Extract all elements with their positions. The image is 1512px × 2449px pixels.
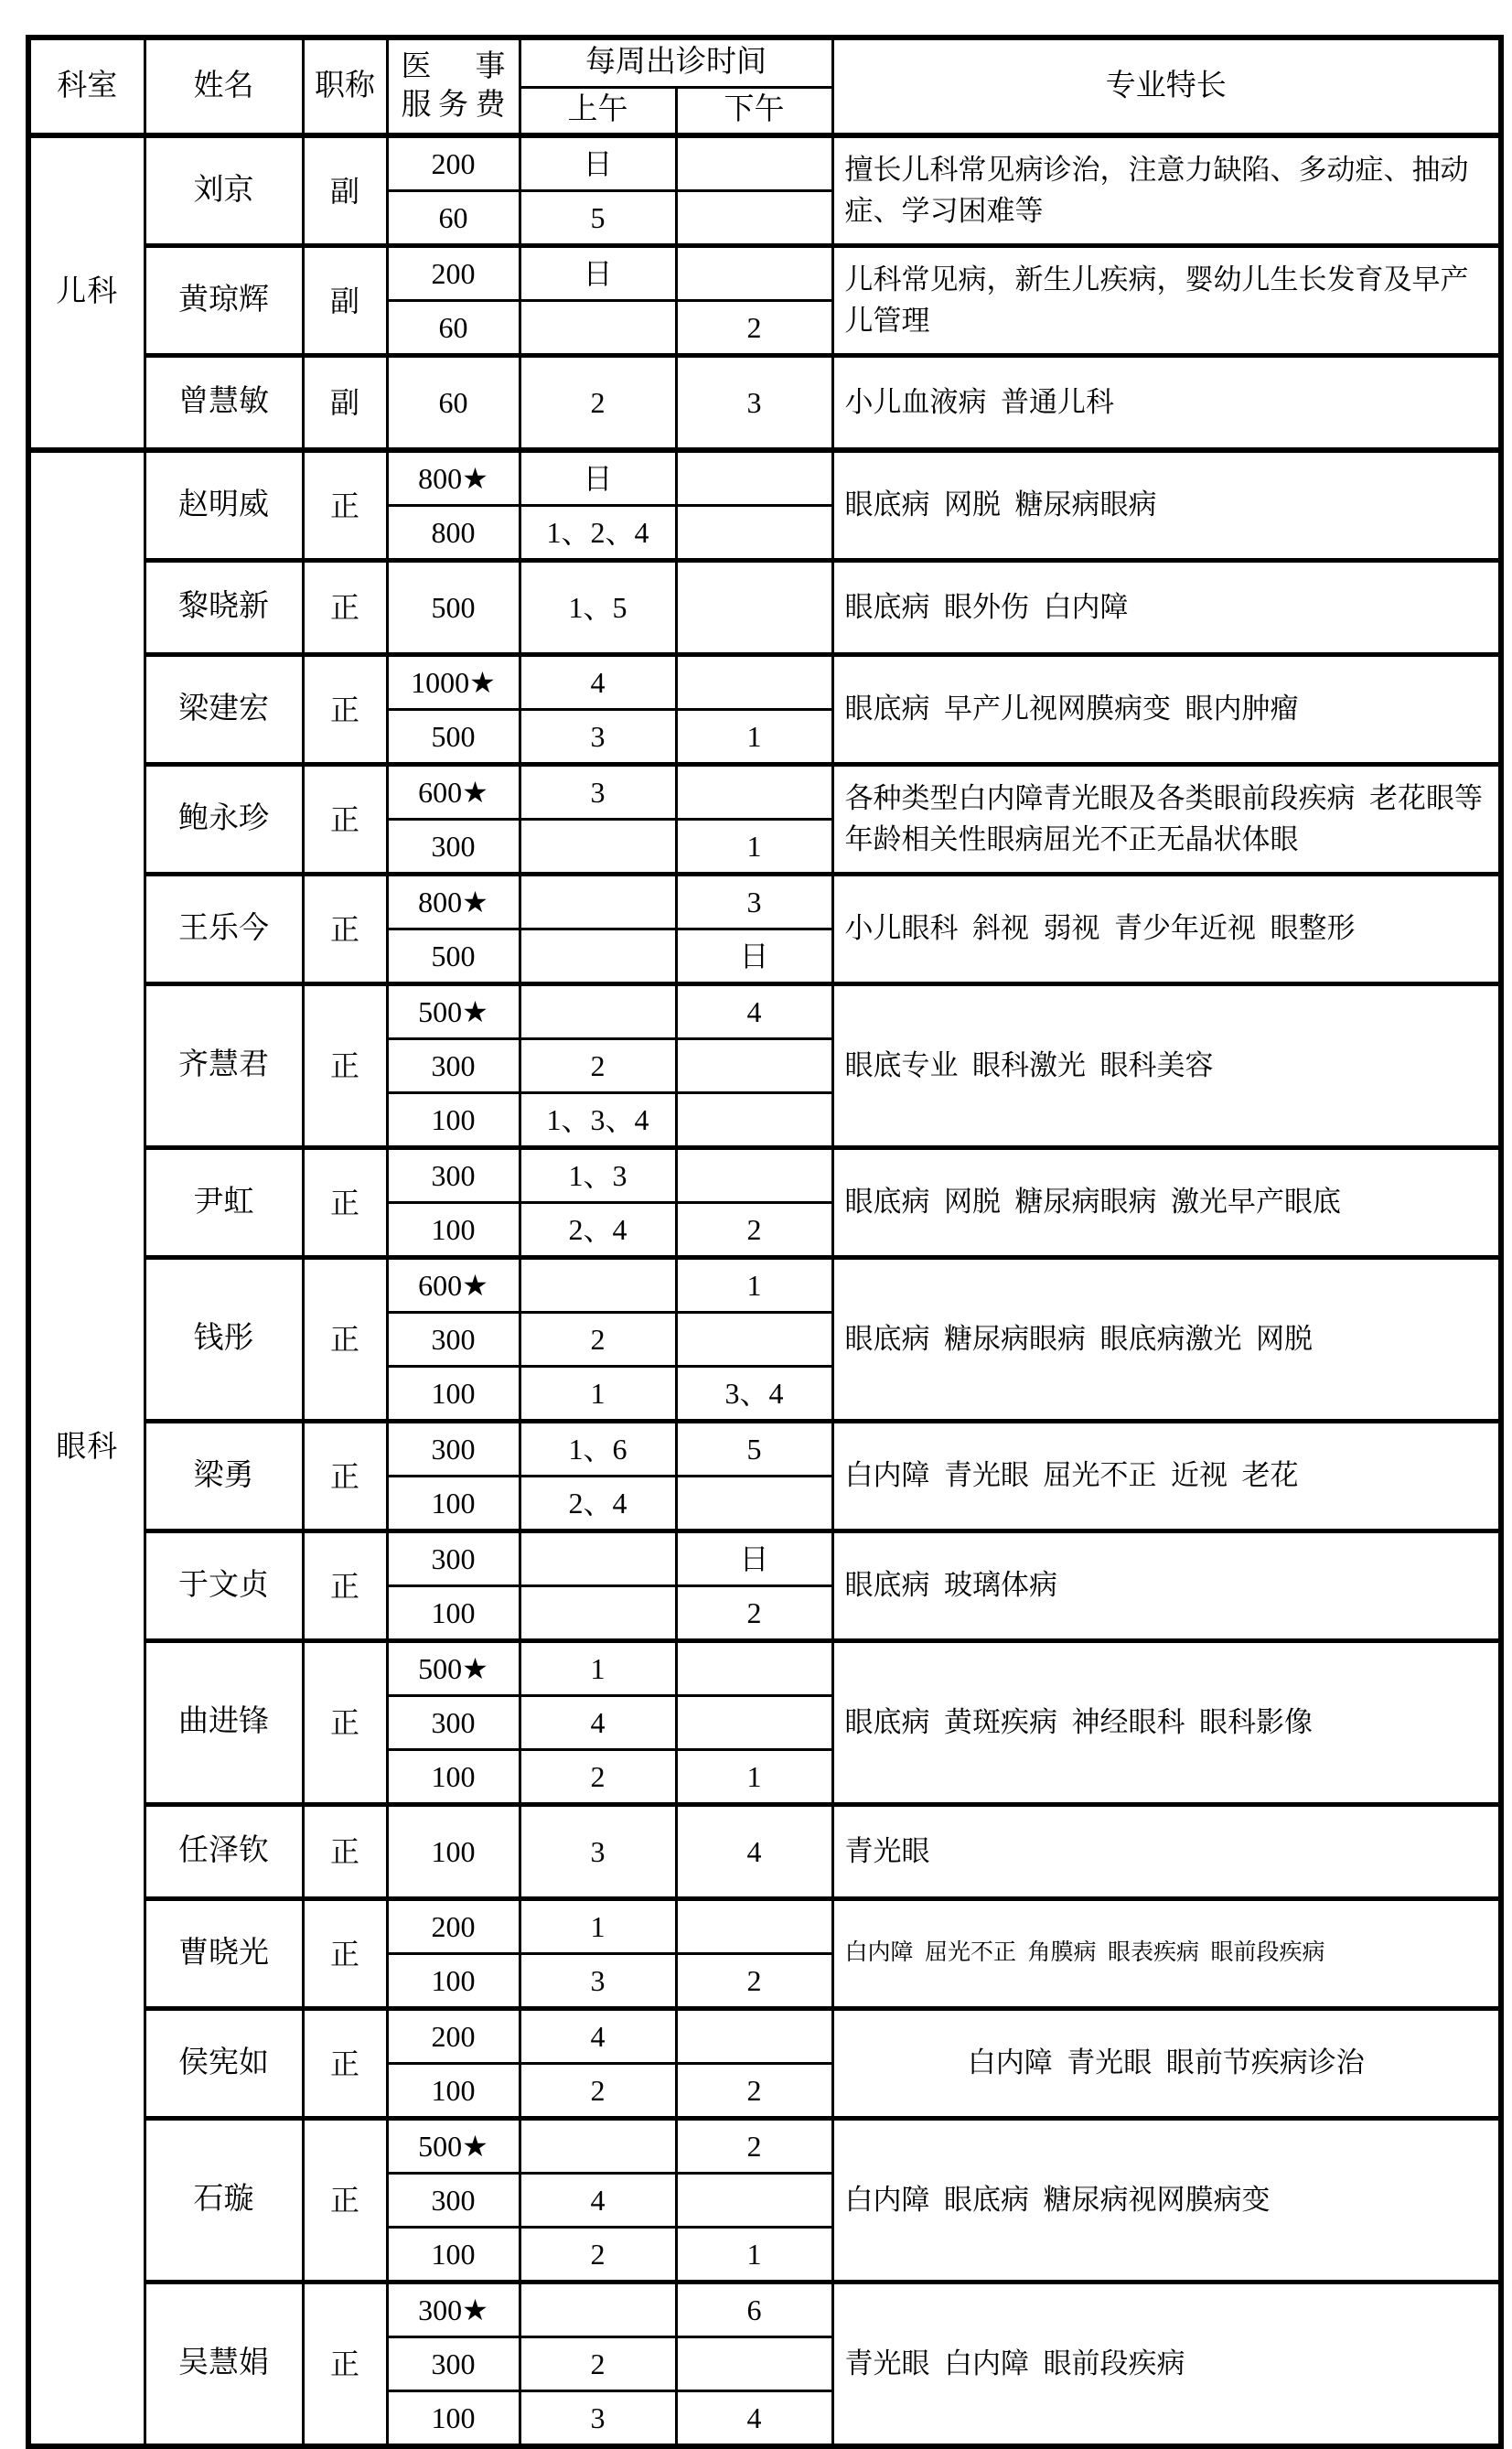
table-row: [28, 561, 1501, 655]
fee-cell: 60: [387, 301, 520, 356]
am-cell: 1: [520, 1367, 676, 1422]
pm-cell: 2: [676, 2064, 832, 2119]
pm-cell: [676, 1148, 832, 1203]
pm-cell: 6: [676, 2283, 832, 2337]
table-row: [28, 135, 1501, 191]
fee-cell: 300: [387, 1696, 520, 1750]
doctor-title-cell: 正: [303, 1899, 387, 2009]
header-schedule: 每周出诊时间: [520, 38, 832, 88]
fee-cell: 500★: [387, 2119, 520, 2174]
am-cell: 4: [520, 1696, 676, 1750]
doctor-name-cell: 黄琼辉: [145, 246, 303, 356]
am-cell: 2: [520, 1039, 676, 1093]
fee-cell: 300★: [387, 2283, 520, 2337]
doctor-name-cell: 于文贞: [145, 1531, 303, 1641]
header-am: 上午: [520, 88, 676, 136]
doctor-name-cell: 齐慧君: [145, 984, 303, 1148]
fee-cell: 300: [387, 1039, 520, 1093]
doctor-name-cell: 吴慧娟: [145, 2283, 303, 2447]
am-cell: 2: [520, 2228, 676, 2283]
pm-cell: [676, 2174, 832, 2228]
am-cell: [520, 1586, 676, 1641]
specialty-cell: 白内障 屈光不正 角膜病 眼表疾病 眼前段疾病: [832, 1899, 1501, 2009]
pm-cell: 日: [676, 1531, 832, 1586]
doctor-name-cell: 梁勇: [145, 1422, 303, 1531]
pm-cell: [676, 1477, 832, 1531]
am-cell: [520, 984, 676, 1039]
header-fee-line1: 医 事: [401, 50, 506, 84]
pm-cell: 2: [676, 2119, 832, 2174]
fee-cell: 60: [387, 191, 520, 246]
doctor-schedule-table: [26, 35, 1504, 2449]
pm-cell: [676, 1313, 832, 1367]
pm-cell: [676, 1093, 832, 1148]
am-cell: [520, 2119, 676, 2174]
doctor-title-cell: 正: [303, 1258, 387, 1422]
pm-cell: [676, 1641, 832, 1696]
department-cell: 儿科: [28, 135, 145, 450]
doctor-name-cell: 刘京: [145, 135, 303, 246]
table-row: [28, 2119, 1501, 2174]
am-cell: 5: [520, 191, 676, 246]
doctor-title-cell: 正: [303, 1531, 387, 1641]
am-cell: [520, 2283, 676, 2337]
pm-cell: 3: [676, 875, 832, 929]
am-cell: 4: [520, 2174, 676, 2228]
pm-cell: [676, 1899, 832, 1954]
header-pm: 下午: [676, 88, 832, 136]
fee-cell: 100: [387, 1750, 520, 1805]
doctor-title-cell: 正: [303, 765, 387, 875]
table-row: [28, 875, 1501, 929]
pm-cell: 2: [676, 1203, 832, 1258]
pm-cell: 5: [676, 1422, 832, 1477]
doctor-name-cell: 黎晓新: [145, 561, 303, 655]
fee-cell: 800: [387, 506, 520, 561]
am-cell: 1: [520, 1899, 676, 1954]
fee-cell: 300: [387, 1313, 520, 1367]
fee-cell: 60: [387, 356, 520, 451]
header-title: 职称: [303, 38, 387, 135]
pm-cell: [676, 561, 832, 655]
am-cell: 日: [520, 450, 676, 506]
pm-cell: [676, 2337, 832, 2391]
specialty-cell: 擅长儿科常见病诊治，注意力缺陷、多动症、抽动症、学习困难等: [832, 135, 1501, 246]
doctor-name-cell: 赵明威: [145, 450, 303, 561]
doctor-name-cell: 梁建宏: [145, 655, 303, 765]
pm-cell: 1: [676, 820, 832, 875]
pm-cell: 1: [676, 1750, 832, 1805]
fee-cell: 100: [387, 2391, 520, 2447]
doctor-title-cell: 副: [303, 135, 387, 246]
doctor-title-cell: 正: [303, 655, 387, 765]
doctor-title-cell: 正: [303, 984, 387, 1148]
am-cell: 3: [520, 1954, 676, 2009]
doctor-title-cell: 正: [303, 1148, 387, 1258]
am-cell: [520, 929, 676, 984]
pm-cell: [676, 135, 832, 191]
fee-cell: 800★: [387, 450, 520, 506]
table-header-row: [28, 38, 1501, 88]
am-cell: 3: [520, 1805, 676, 1899]
doctor-title-cell: 正: [303, 2009, 387, 2119]
specialty-cell: 青光眼 白内障 眼前段疾病: [832, 2283, 1501, 2447]
header-fee-line2: 服务费: [401, 88, 506, 122]
doctor-title-cell: 正: [303, 2283, 387, 2447]
fee-cell: 300: [387, 2337, 520, 2391]
fee-cell: 300: [387, 2174, 520, 2228]
doctor-name-cell: 石璇: [145, 2119, 303, 2283]
pm-cell: [676, 1039, 832, 1093]
specialty-cell: 儿科常见病，新生儿疾病，婴幼儿生长发育及早产儿管理: [832, 246, 1501, 356]
am-cell: 日: [520, 246, 676, 301]
pm-cell: [676, 191, 832, 246]
doctor-title-cell: 正: [303, 450, 387, 561]
fee-cell: 600★: [387, 765, 520, 820]
doctor-title-cell: 副: [303, 356, 387, 451]
am-cell: 1、6: [520, 1422, 676, 1477]
table-row: [28, 450, 1501, 506]
am-cell: 2、4: [520, 1477, 676, 1531]
table-row: [28, 1805, 1501, 1899]
doctor-name-cell: 鲍永珍: [145, 765, 303, 875]
am-cell: 2: [520, 1313, 676, 1367]
fee-cell: 300: [387, 1531, 520, 1586]
fee-cell: 1000★: [387, 655, 520, 710]
pm-cell: [676, 506, 832, 561]
table-row: [28, 1531, 1501, 1586]
doctor-title-cell: 正: [303, 2119, 387, 2283]
doctor-name-cell: 钱彤: [145, 1258, 303, 1422]
fee-cell: 500: [387, 710, 520, 765]
specialty-cell: 眼底病 眼外伤 白内障: [832, 561, 1501, 655]
pm-cell: 4: [676, 1805, 832, 1899]
doctor-title-cell: 正: [303, 561, 387, 655]
pm-cell: 2: [676, 1586, 832, 1641]
fee-cell: 100: [387, 2228, 520, 2283]
fee-cell: 100: [387, 1954, 520, 2009]
specialty-cell: 青光眼: [832, 1805, 1501, 1899]
specialty-cell: 白内障 青光眼 眼前节疾病诊治: [832, 2009, 1501, 2119]
table-row: [28, 1899, 1501, 1954]
am-cell: [520, 1531, 676, 1586]
table-row: [28, 2283, 1501, 2337]
fee-cell: 500★: [387, 1641, 520, 1696]
am-cell: 1、2、4: [520, 506, 676, 561]
table-row: [28, 246, 1501, 301]
fee-cell: 100: [387, 1586, 520, 1641]
pm-cell: 3、4: [676, 1367, 832, 1422]
fee-cell: 600★: [387, 1258, 520, 1313]
am-cell: 3: [520, 2391, 676, 2447]
am-cell: 1、5: [520, 561, 676, 655]
am-cell: 3: [520, 765, 676, 820]
doctor-name-cell: 曹晓光: [145, 1899, 303, 2009]
table-body: [28, 135, 1501, 2446]
pm-cell: [676, 246, 832, 301]
am-cell: [520, 820, 676, 875]
am-cell: 1、3: [520, 1148, 676, 1203]
doctor-name-cell: 侯宪如: [145, 2009, 303, 2119]
fee-cell: 200: [387, 2009, 520, 2064]
fee-cell: 100: [387, 1477, 520, 1531]
fee-cell: 200: [387, 1899, 520, 1954]
table-row: [28, 1422, 1501, 1477]
specialty-cell: 各种类型白内障青光眼及各类眼前段疾病 老花眼等年龄相关性眼病屈光不正无晶状体眼: [832, 765, 1501, 875]
header-department: 科室: [28, 38, 145, 135]
pm-cell: 1: [676, 2228, 832, 2283]
fee-cell: 100: [387, 2064, 520, 2119]
fee-cell: 500★: [387, 984, 520, 1039]
specialty-cell: 眼底病 黄斑疾病 神经眼科 眼科影像: [832, 1641, 1501, 1805]
table-row: [28, 655, 1501, 710]
fee-cell: 300: [387, 820, 520, 875]
specialty-cell: 白内障 青光眼 屈光不正 近视 老花: [832, 1422, 1501, 1531]
am-cell: [520, 875, 676, 929]
pm-cell: 4: [676, 2391, 832, 2447]
am-cell: 2: [520, 2064, 676, 2119]
specialty-cell: 眼底病 糖尿病眼病 眼底病激光 网脱: [832, 1258, 1501, 1422]
table-row: [28, 1641, 1501, 1696]
am-cell: 2: [520, 1750, 676, 1805]
doctor-name-cell: 尹虹: [145, 1148, 303, 1258]
fee-cell: 100: [387, 1805, 520, 1899]
pm-cell: 2: [676, 301, 832, 356]
pm-cell: [676, 655, 832, 710]
am-cell: [520, 1258, 676, 1313]
doctor-name-cell: 曾慧敏: [145, 356, 303, 451]
fee-cell: 200: [387, 135, 520, 191]
doctor-name-cell: 任泽钦: [145, 1805, 303, 1899]
doctor-name-cell: 王乐今: [145, 875, 303, 984]
fee-cell: 800★: [387, 875, 520, 929]
specialty-cell: 小儿眼科 斜视 弱视 青少年近视 眼整形: [832, 875, 1501, 984]
am-cell: 4: [520, 655, 676, 710]
doctor-title-cell: 副: [303, 246, 387, 356]
doctor-title-cell: 正: [303, 875, 387, 984]
doctor-title-cell: 正: [303, 1805, 387, 1899]
pm-cell: 3: [676, 356, 832, 451]
specialty-cell: 白内障 眼底病 糖尿病视网膜病变: [832, 2119, 1501, 2283]
department-cell: 眼科: [28, 450, 145, 2446]
pm-cell: 2: [676, 1954, 832, 2009]
am-cell: 2: [520, 2337, 676, 2391]
table-row: [28, 984, 1501, 1039]
pm-cell: [676, 765, 832, 820]
fee-cell: 500: [387, 929, 520, 984]
table-row: [28, 356, 1501, 451]
am-cell: 1、3、4: [520, 1093, 676, 1148]
fee-cell: 100: [387, 1367, 520, 1422]
table-row: [28, 1148, 1501, 1203]
specialty-cell: 眼底病 网脱 糖尿病眼病: [832, 450, 1501, 561]
pm-cell: 1: [676, 710, 832, 765]
pm-cell: 1: [676, 1258, 832, 1313]
am-cell: [520, 301, 676, 356]
pm-cell: [676, 1696, 832, 1750]
pm-cell: [676, 450, 832, 506]
doctor-title-cell: 正: [303, 1641, 387, 1805]
doctor-name-cell: 曲进锋: [145, 1641, 303, 1805]
pm-cell: 日: [676, 929, 832, 984]
fee-cell: 500: [387, 561, 520, 655]
specialty-cell: 眼底病 网脱 糖尿病眼病 激光早产眼底: [832, 1148, 1501, 1258]
header-name: 姓名: [145, 38, 303, 135]
header-fee: [387, 38, 520, 135]
doctor-title-cell: 正: [303, 1422, 387, 1531]
fee-cell: 200: [387, 246, 520, 301]
am-cell: 2: [520, 356, 676, 451]
specialty-cell: 小儿血液病 普通儿科: [832, 356, 1501, 451]
specialty-cell: 眼底病 早产儿视网膜病变 眼内肿瘤: [832, 655, 1501, 765]
fee-cell: 300: [387, 1148, 520, 1203]
pm-cell: 4: [676, 984, 832, 1039]
table-row: [28, 1258, 1501, 1313]
fee-cell: 300: [387, 1422, 520, 1477]
am-cell: 1: [520, 1641, 676, 1696]
am-cell: 日: [520, 135, 676, 191]
fee-cell: 100: [387, 1093, 520, 1148]
table-row: [28, 765, 1501, 820]
am-cell: 3: [520, 710, 676, 765]
fee-cell: 100: [387, 1203, 520, 1258]
am-cell: 4: [520, 2009, 676, 2064]
header-specialty: 专业特长: [832, 38, 1501, 135]
pm-cell: [676, 2009, 832, 2064]
am-cell: 2、4: [520, 1203, 676, 1258]
specialty-cell: 眼底专业 眼科激光 眼科美容: [832, 984, 1501, 1148]
table-row: [28, 2009, 1501, 2064]
specialty-cell: 眼底病 玻璃体病: [832, 1531, 1501, 1641]
